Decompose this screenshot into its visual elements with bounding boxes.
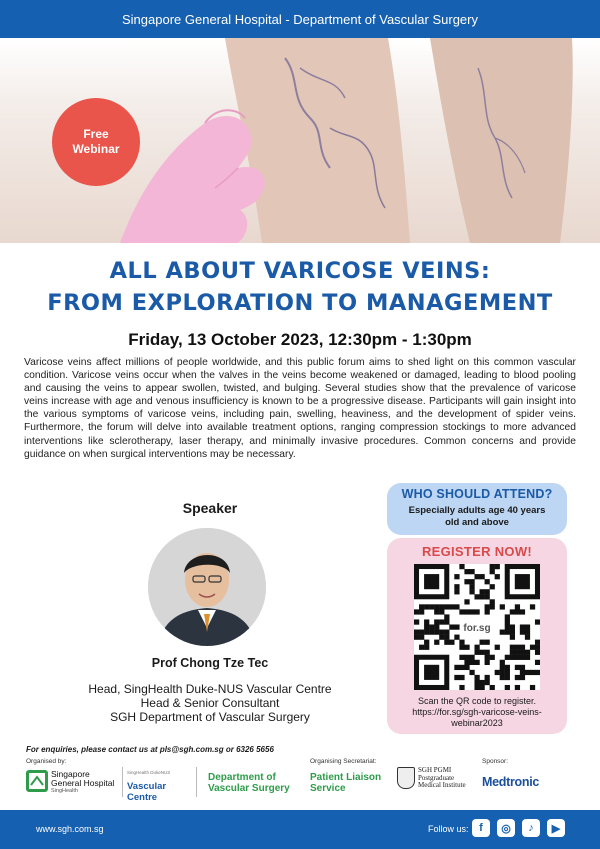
sgh-logo-line1: Singapore — [51, 769, 90, 779]
youtube-icon[interactable]: ▶ — [547, 819, 565, 837]
pgmi-line2: Postgraduate — [418, 773, 455, 782]
department-logo — [208, 772, 290, 794]
sponsor-label: Sponsor: — [482, 758, 509, 765]
registration-qr-code[interactable] — [414, 564, 540, 690]
pgmi-crest-icon — [397, 767, 415, 789]
page-title-line2: FROM EXPLORATION TO MANAGEMENT — [47, 290, 553, 316]
event-datetime: Friday, 13 October 2023, 12:30pm - 1:30pm — [128, 330, 472, 349]
vc-logo-small: SingHealth DukeNUS — [127, 770, 171, 775]
dvs-line2: Vascular Surgery — [208, 783, 290, 794]
who-should-attend-box — [387, 483, 567, 535]
pgmi-line1: SGH PGMI — [418, 766, 452, 774]
speaker-name: Prof Chong Tze Tec — [151, 656, 269, 670]
vc-logo-main: Vascular Centre — [127, 781, 167, 803]
patient-liaison-logo — [310, 772, 381, 794]
free-webinar-badge — [52, 98, 140, 186]
sgh-logo-sub: SingHealth — [51, 788, 78, 794]
enquiries-text: For enquiries, please contact us at pls@sgh.com.sg or 6326 5656 — [26, 745, 274, 754]
speaker-role — [60, 682, 360, 724]
register-box — [387, 538, 567, 734]
register-title: REGISTER NOW! — [421, 544, 533, 559]
badge-line1: Free — [83, 127, 109, 141]
website-link[interactable]: www.sgh.com.sg — [36, 824, 104, 834]
tiktok-icon[interactable]: ♪ — [522, 819, 540, 837]
sgh-mark-icon — [26, 770, 48, 792]
who-text: Especially adults age 40 years old and above — [408, 505, 546, 528]
speaker-label: Speaker — [182, 500, 238, 516]
pls-line1: Patient Liaison — [310, 772, 382, 783]
dvs-line1: Department of — [208, 772, 276, 783]
header-text: Singapore General Hospital - Department of Vascular Surgery — [122, 11, 478, 27]
who-title: WHO SHOULD ATTEND? — [401, 487, 553, 501]
speaker-role-line3: SGH Department of Vascular Surgery — [110, 710, 310, 724]
speaker-role-line2: Head & Senior Consultant — [140, 696, 280, 710]
organised-by-label: Organised by: — [26, 758, 67, 765]
header-bar — [0, 0, 600, 38]
sponsor-logo: Medtronic — [482, 775, 540, 789]
pls-line2: Service — [310, 783, 346, 794]
speaker-role-line1: Head, SingHealth Duke-NUS Vascular Centre — [88, 682, 332, 696]
qr-center-label: for.sg — [463, 623, 491, 634]
pgmi-logo — [397, 767, 466, 790]
speaker-avatar — [148, 528, 266, 646]
register-caption-line1: Scan the QR code to register. — [417, 696, 537, 706]
instagram-icon[interactable]: ◎ — [497, 819, 515, 837]
sgh-logo — [26, 770, 114, 796]
footer-bar — [0, 810, 600, 849]
badge-line2: Webinar — [72, 142, 120, 156]
vascular-centre-logo — [122, 767, 197, 803]
page-title-line1: ALL ABOUT VARICOSE VEINS: — [109, 258, 491, 284]
register-url[interactable]: https://for.sg/sgh-varicose-veins-webinar2023 — [412, 707, 542, 728]
facebook-icon[interactable]: f — [472, 819, 490, 837]
follow-us-label: Follow us: — [428, 824, 469, 834]
register-caption — [391, 696, 563, 729]
pgmi-line3: Medical Institute — [418, 781, 466, 789]
event-description: Varicose veins affect millions of people worldwide, and this public forum aims to shed light on this common vascular condition. Varicose veins occur when the valves in the veins become weakened or damaged, leading to blood pooling and causing the veins to appear swollen, twisted, and bulging. Several studies show that the prevalence of varicose veins increase with age and venous insufficiency is known to be a progressive disease. Participants will gain insight into the various symptoms of varicose veins, including pain, swelling, heaviness, and the development of spider veins. Furthermore, the forum will delve into available treatment options, ranging compression stockings to more advanced interventions like sclerotherapy, laser therapy, and minimally invasive procedures. Common concerns and provide guidance on when surgical interventions may be necessary. — [24, 357, 576, 460]
organising-secretariat-label: Organising Secretariat: — [310, 758, 377, 765]
sgh-logo-line2: General Hospital — [51, 777, 115, 788]
